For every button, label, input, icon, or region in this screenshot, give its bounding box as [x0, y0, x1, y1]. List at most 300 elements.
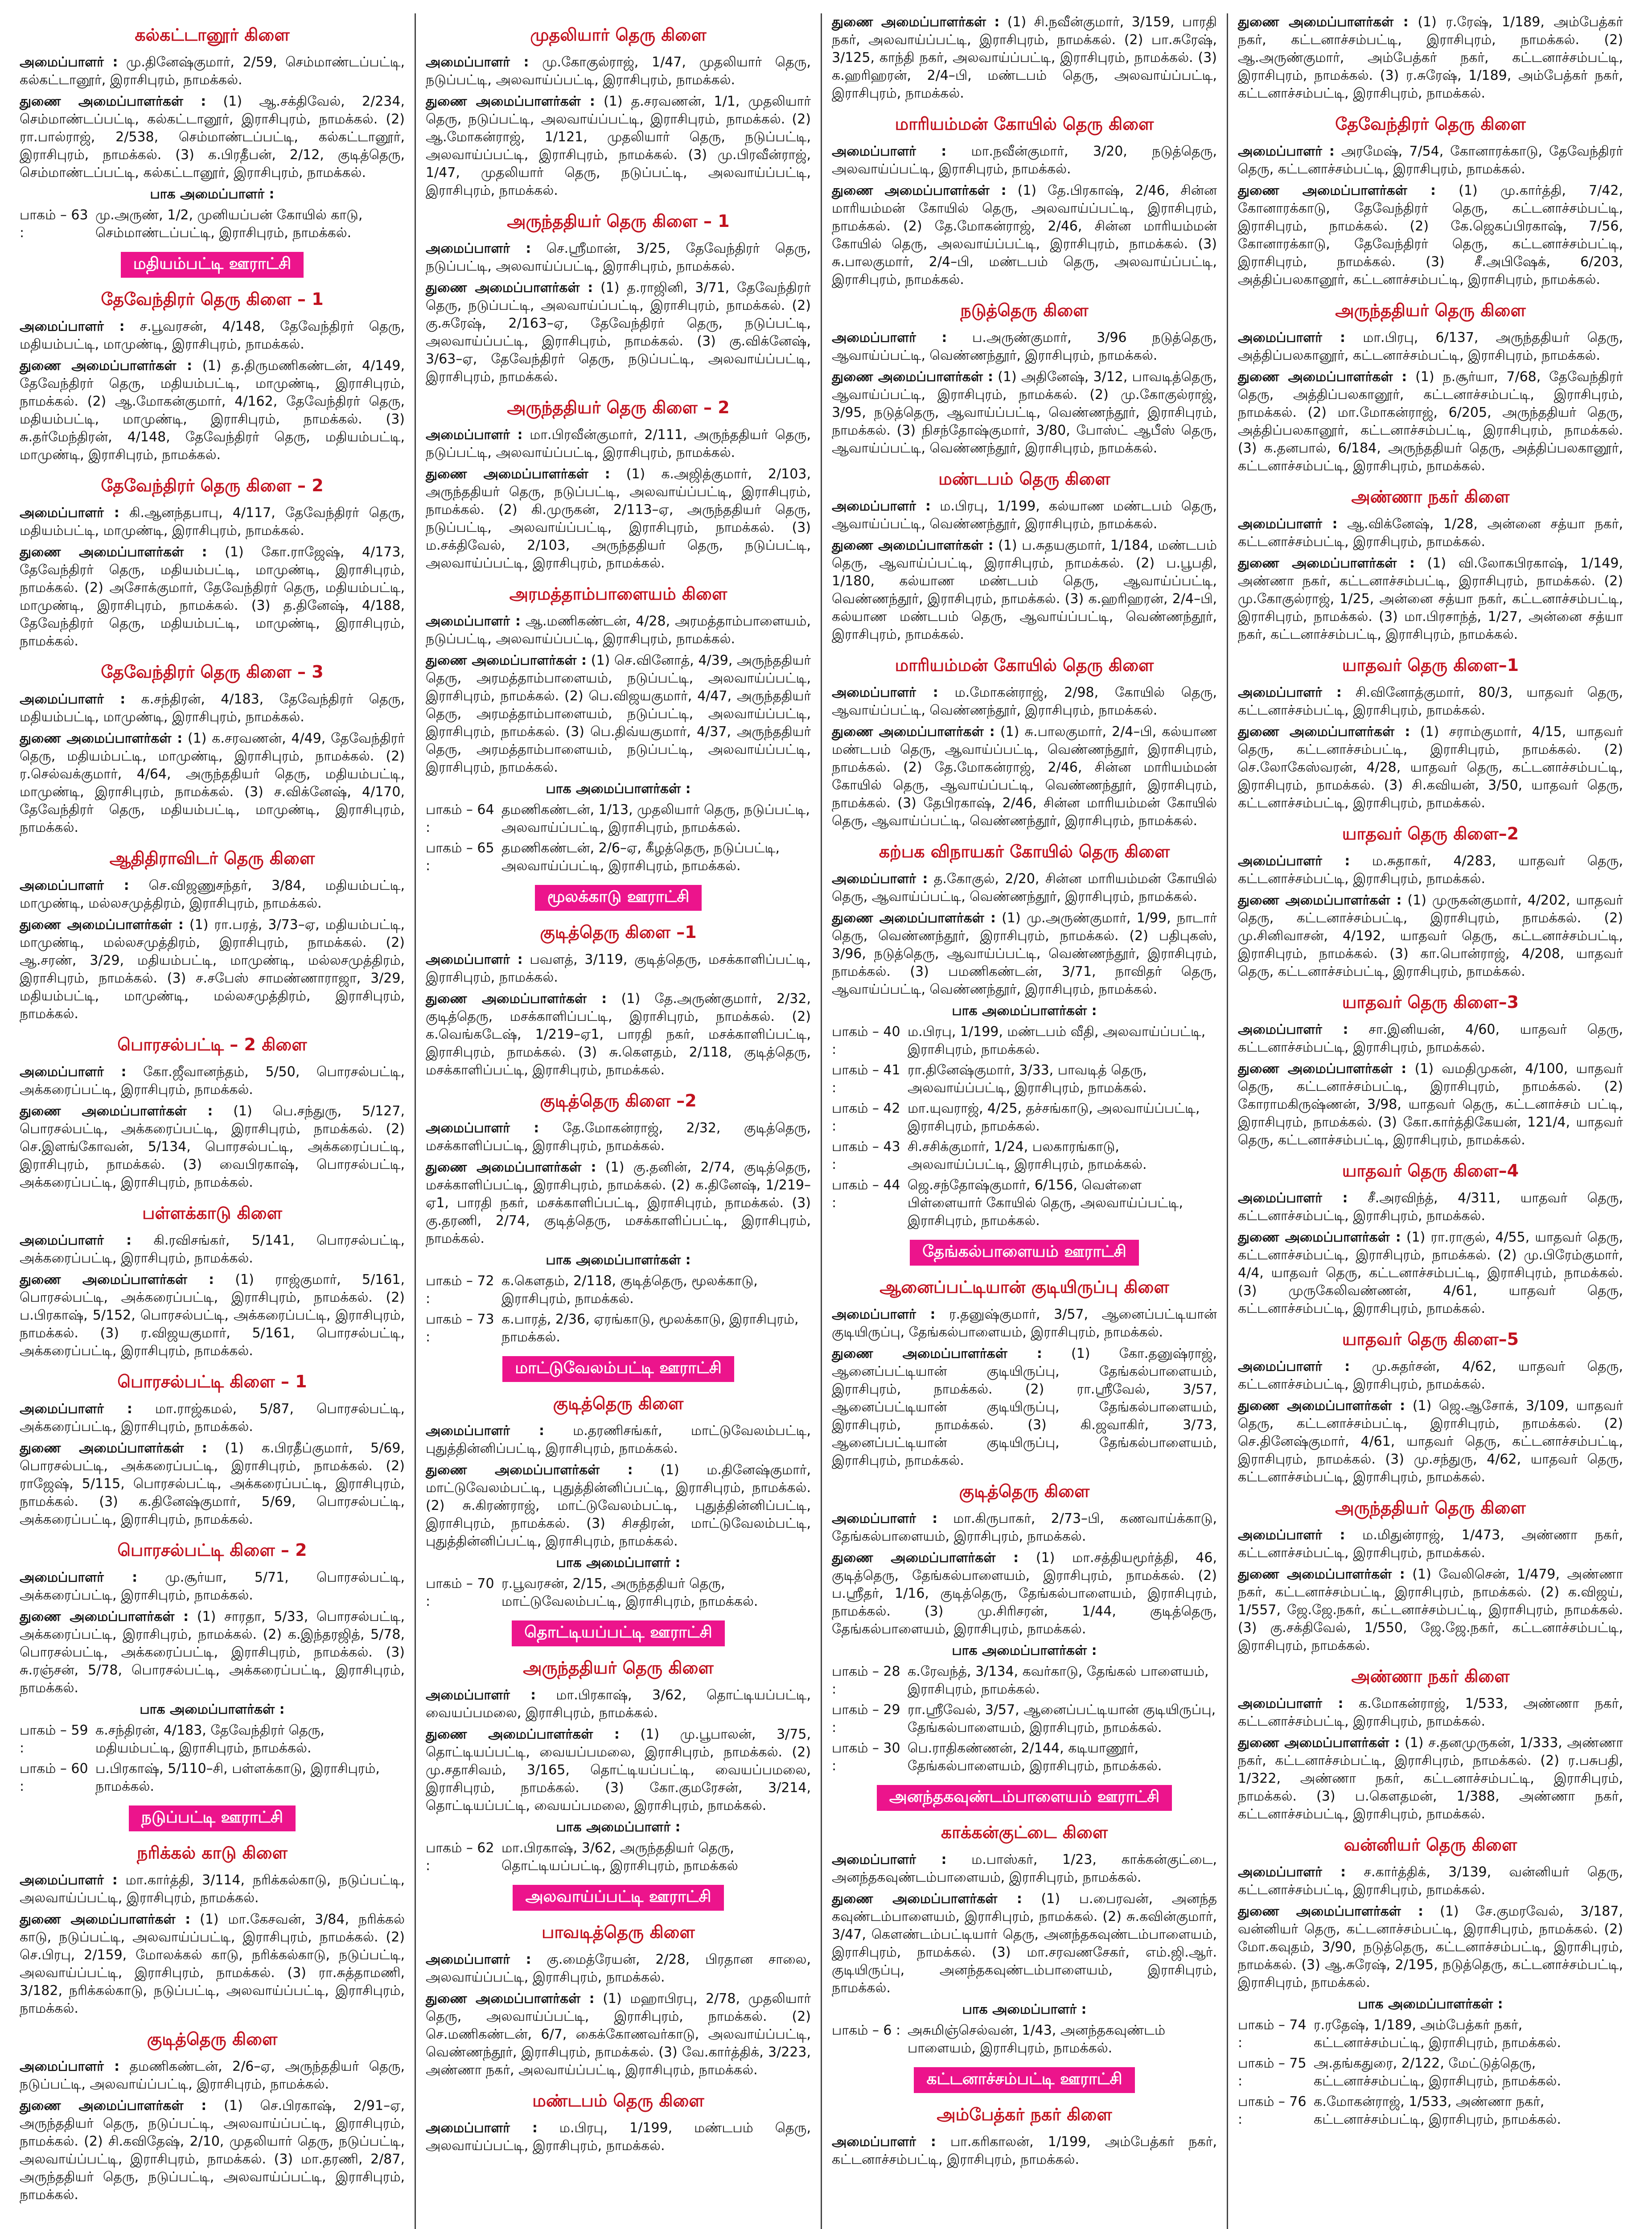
entry-text: (1) சே.குமரவேல், 3/187, வன்னியர் தெரு, கட்டனாச்சம்பட்டி, இராசிபுரம், நாமக்கல். (2) மோ.கவுதம், 3/90, நடுத்தெரு, கட்டனாச்சம்பட்டி, இராசிபுரம், நாமக்கல். (3) ஆ.சுரேஷ், 2/195, நடுத்தெரு, கட்டனாச்சம்பட்டி, இராசிபுரம், நாமக்கல். [1238, 1904, 1623, 1990]
member-entry [1238, 1229, 1623, 1318]
branch-heading: குடித்தெரு கிளை [553, 1394, 684, 1413]
role-label: அமைப்பாளர் : [426, 1120, 539, 1136]
entry-text: (1) சு.பாலகுமார், 2/4–பி, கல்யாண மண்டபம் தெரு, ஆவாய்ப்பட்டி, வெண்ணந்தூர், இராசிபுரம், நாமக்கல். (2) தே.மோகன்ராஜ், 2/46, சின்ன மாரியம்மன் கோயில் தெரு, ஆவாய்ப்பட்டி, வெண்ணந்தூர், இராசிபுரம், நாமக்கல். (3) தேபிரகாஷ், 2/46, சின்ன மாரியம்மன் கோயில் தெரு, ஆவாய்ப்பட்டி, வெண்ணந்தூர், இராசிபுரம், நாமக்கல். [832, 724, 1217, 829]
section-subheading: பாக அமைப்பாளர் : [556, 1819, 681, 1835]
entry-text: (1) கோ.தனுஷ்ராஜ், ஆனைப்பட்டியான் குடியிருப்பு, தேங்கல்பாளையம், இராசிபுரம், நாமக்கல். (2) ரா.ஸ்ரீவேல், 3/57, ஆனைப்பட்டியான் குடியிருப்பு, தேங்கல்பாளையம், இராசிபுரம், நாமக்கல். (3) கி.ஜவாகிர், 3/73, ஆனைப்பட்டியான் குடியிருப்பு, தேங்கல்பாளையம், இராசிபுரம், நாமக்கல். [832, 1346, 1217, 1468]
member-entry [832, 1549, 1217, 1638]
role-label: துணை அமைப்பாளர்கள் : [426, 280, 593, 296]
column-divider [415, 13, 416, 2229]
role-label: அமைப்பாளர் : [832, 871, 928, 887]
section-subheading: பாக அமைப்பாளர்கள் : [546, 1252, 691, 1268]
booth-row [426, 1575, 811, 1611]
entry-text: (1) பெ.சந்துரு, 5/127, பொரசல்பட்டி, அக்கரைப்பட்டி, இராசிபுரம், நாமக்கல். (2) செ.இளங்கோவன், 5/134, பொரசல்பட்டி, அக்கரைப்பட்டி, இராசிபுரம், நாமக்கல். (3) வைபிரகாஷ், பொரசல்பட்டி, அக்கரைப்பட்டி, இராசிபுரம், நாமக்கல். [20, 1103, 405, 1190]
entry-text: மா.பிரவீன்குமார், 2/111, அருந்ததியர் தெரு, நடுப்பட்டி, அலவாய்ப்பட்டி, இராசிபுரம், நாமக்கல். [426, 427, 811, 461]
section-subheading: பாக அமைப்பாளர் : [962, 2002, 1087, 2017]
branch-heading: பள்ளக்காடு கிளை [142, 1203, 282, 1223]
entry-text: ம.பாஸ்கர், 1/23, காக்கன்குட்டை, அனந்தகவுண்டம்பாளையம், இராசிபுரம், நாமக்கல். [832, 1852, 1217, 1885]
booth-row [426, 839, 811, 875]
branch-heading: மாரியம்மன் கோயில் தெரு கிளை [895, 114, 1154, 134]
role-label: அமைப்பாளர் : [832, 1852, 947, 1867]
member-entry [426, 1951, 811, 1986]
entry-text: (1) முருகன்குமார், 4/202, யாதவர் தெரு, கட்டனாச்சம்பட்டி, இராசிபுரம், நாமக்கல். (2) மு.சினிவாசன், 4/192, யாதவர் தெரு, கட்டனாச்சம்பட்டி, இராசிபுரம், நாமக்கல். (3) கா.பொன்ராஜ், 4/208, யாதவர் தெரு, கட்டனாச்சம்பட்டி, இராசிபுரம், நாமக்கல். [1238, 892, 1623, 979]
member-entry [1238, 1021, 1623, 1057]
role-label: துணை அமைப்பாளர்கள் : [1238, 1398, 1405, 1414]
booth-details: தமணிகண்டன், 2/6–ஏ, கீழத்தெரு, நடுப்பட்டி, அலவாய்ப்பட்டி, இராசிபுரம், நாமக்கல். [501, 840, 780, 874]
member-entry [426, 613, 811, 648]
member-entry [426, 279, 811, 386]
booth-number: பாகம் – 75 : [1238, 2056, 1307, 2089]
booth-row [20, 1722, 405, 1757]
member-entry [1238, 852, 1623, 888]
role-label: அமைப்பாளர் : [20, 1064, 127, 1080]
role-label: அமைப்பாளர் : [1238, 144, 1335, 159]
member-entry [20, 1569, 405, 1604]
booth-number: பாகம் – 41 : [832, 1062, 900, 1096]
branch-heading: பாவடித்தெரு கிளை [542, 1922, 695, 1942]
entry-text: செ.விஜணுசந்தர், 3/84, மதியம்பட்டி, மாமுண்டி, மல்லசமுத்திரம், இராசிபுரம், நாமக்கல். [20, 878, 405, 911]
entry-text: ர.தனுஷ்குமார், 3/57, ஆனைப்பட்டியான் குடியிருப்பு, தேங்கல்பாளையம், இராசிபுரம், நாமக்கல். [832, 1307, 1217, 1340]
branch-heading: அருந்ததியர் தெரு கிளை – 2 [507, 398, 730, 417]
role-label: அமைப்பாளர் : [426, 613, 521, 629]
role-label: அமைப்பாளர் : [832, 685, 938, 700]
entry-text: (1) அதினேஷ், 3/12, பாவடித்தெரு, ஆவாய்ப்பட்டி, இராசிபுரம், நாமக்கல். (2) மு.கோகுல்ராஜ், 3/95, நடுத்தெரு, ஆவாய்ப்பட்டி, வெண்ணந்தூர், இராசிபுரம், நாமக்கல். (3) நிசந்தோஷ்குமார், 3/80, போஸ்ட் ஆபீஸ் தெரு, ஆவாய்ப்பட்டி, வெண்ணந்தூர், இராசிபுரம், நாமக்கல். [832, 369, 1217, 456]
role-label: துணை அமைப்பாளர்கள் : [832, 724, 995, 740]
entry-text: பா.கரிகாலன், 1/199, அம்பேத்கர் நகர், கட்டனாச்சம்பட்டி, இராசிபுரம், நாமக்கல். [832, 2134, 1217, 2167]
member-entry [20, 1608, 405, 1697]
booth-row [832, 1176, 1217, 1230]
branch-heading: பொரசல்பட்டி கிளை – 2 [117, 1540, 307, 1560]
booth-details: மா.பிரகாஷ், 3/62, அருந்ததியர் தெரு, தொட்டியப்பட்டி, இராசிபுரம், நாமக்கல் [501, 1840, 738, 1874]
entry-text: ப.அருண்குமார், 3/96 நடுத்தெரு, ஆவாய்ப்பட்டி, வெண்ணந்தூர், இராசிபுரம், நாமக்கல். [832, 330, 1217, 363]
role-label: அமைப்பாளர் : [426, 1952, 531, 1967]
member-entry [20, 916, 405, 1023]
booth-number: பாகம் – 73 : [426, 1312, 494, 1345]
branch-heading: அண்ணா நகர் கிளை [1351, 1666, 1510, 1686]
member-entry [832, 1306, 1217, 1341]
branch-heading: மண்டபம் தெரு கிளை [532, 2091, 704, 2110]
branch-heading: யாதவர் தெரு கிளை–5 [1342, 1329, 1519, 1349]
entry-text: (1) ச.தனமுருகன், 1/333, அண்ணா நகர், கட்டனாச்சம்பட்டி, இராசிபுரம், நாமக்கல். (2) ர.பசுபதி, 1/322, அண்ணா நகர், கட்டனாச்சம்பட்டி, இராசிபுரம், நாமக்கல். (3) ப.கௌதமன், 1/388, அண்ணா நகர், கட்டனாச்சம்பட்டி, இராசிபுரம், நாமக்கல். [1238, 1735, 1623, 1822]
role-label: துணை அமைப்பாளர்கள் : [20, 1912, 191, 1927]
entry-text: (1) சாரதா, 5/33, பொரசல்பட்டி, அக்கரைப்பட்டி, இராசிபுரம், நாமக்கல். (2) க.இந்தரஜித், 5/78, பொரசல்பட்டி, அக்கரைப்பட்டி, இராசிபுரம், நாமக்கல். (3) சு.ரஞ்சன், 5/78, பொரசல்பட்டி, அக்கரைப்பட்டி, இராசிபுரம், நாமக்கல். [20, 1609, 405, 1696]
role-label: அமைப்பாளர் : [426, 2120, 538, 2136]
member-entry [1238, 684, 1623, 720]
booth-row [1238, 2093, 1623, 2129]
booth-number: பாகம் – 40 : [832, 1024, 900, 1057]
branch-heading: வன்னியர் தெரு கிளை [1344, 1835, 1517, 1855]
role-label: அமைப்பாளர் : [426, 427, 523, 443]
role-label: துணை அமைப்பாளர்கள் : [1238, 555, 1415, 571]
entry-text: (1) செ.பிரகாஷ், 2/91–ஏ, அருந்ததியர் தெரு, நடுப்பட்டி, அலவாய்ப்பட்டி, இராசிபுரம், நாமக்கல். (2) சி.கவிதேஷ், 2/10, முதலியார் தெரு, நடுப்பட்டி, அலவாய்ப்பட்டி, இராசிபுரம், நாமக்கல். (3) மா.தரணி, 2/87, அருந்ததியர் தெரு, நடுப்பட்டி, அலவாய்ப்பட்டி, இராசிபுரம், நாமக்கல். [20, 2098, 405, 2203]
booth-number: பாகம் – 30 : [832, 1740, 900, 1774]
member-entry [1238, 1060, 1623, 1149]
member-entry [832, 684, 1217, 720]
entry-text: (1) த.திருமணிகண்டன், 4/149, தேவேந்திரர் தெரு, மதியம்பட்டி, மாமுண்டி, இராசிபுரம், நாமக்கல். (2) ஆ.மோகன்குமார், 4/162, தேவேந்திரர் தெரு, மதியம்பட்டி, மாமுண்டி, இராசிபுரம், நாமக்கல். (3) சு.தர்மேந்திரன், 4/148, தேவேந்திரர் தெரு, மதியம்பட்டி, மாமுண்டி, இராசிபுரம், நாமக்கல். [20, 358, 405, 463]
member-entry [832, 329, 1217, 365]
member-entry [1238, 329, 1623, 365]
column-3 [824, 13, 1225, 2229]
role-label: துணை அமைப்பாளர்கள் : [426, 1160, 596, 1175]
role-label: துணை அமைப்பாளர்கள் : [832, 1891, 1022, 1907]
member-entry [1238, 1734, 1623, 1823]
role-label: அமைப்பாளர் : [426, 952, 523, 967]
member-entry [1238, 368, 1623, 475]
entry-text: (1) ரா.பரத், 3/73–ஏ, மதியம்பட்டி, மாமுண்டி, மல்லசமுத்திரம், இராசிபுரம், நாமக்கல். (2) ஆ.சரண், 3/29, மதியம்பட்டி, மாமுண்டி, மல்லசமுத்திரம், இராசிபுரம், நாமக்கல். (3) ச.சபேஸ் சாமண்ணாராஜா, 3/29, மதியம்பட்டி, மாமுண்டி, மல்லசமுத்திரம், இராசிபுரம், நாமக்கல். [20, 917, 405, 1022]
booth-number: பாகம் – 74 : [1238, 2017, 1307, 2051]
panchayat-banner: கட்டனாச்சம்பட்டி ஊராட்சி [914, 2067, 1134, 2093]
entry-text: (1) மஹாபிரபு, 2/78, முதலியார் தெரு, அலவாய்ப்பட்டி, இராசிபுரம், நாமக்கல். (2) செ.மணிகண்டன், 6/7, கைக்கோணவர்காடு, அலவாய்ப்பட்டி, வெண்ணந்தூர், இராசிபுரம், நாமக்கல். (3) வே.கார்த்திக், 3/223, அண்ணா நகர், அலவாய்ப்பட்டி, இராசிபுரம், நாமக்கல். [426, 1991, 811, 2078]
booth-row [1238, 2016, 1623, 2052]
role-label: துணை அமைப்பாளர்கள் : [20, 1272, 214, 1287]
member-entry [832, 2133, 1217, 2169]
role-label: துணை அமைப்பாளர்கள் : [426, 1991, 595, 2007]
role-label: துணை அமைப்பாளர்கள் : [1238, 369, 1407, 385]
entry-text: (1) க.அஜித்குமார், 2/103, அருந்ததியர் தெரு, நடுப்பட்டி, அலவாய்ப்பட்டி, இராசிபுரம், நாமக்கல். (2) கி.முருகன், 2/113–ஏ, அருந்ததியர் தெரு, நடுப்பட்டி, அலவாய்ப்பட்டி, இராசிபுரம், நாமக்கல். (3) ம.சக்திவேல், 2/103, அருந்ததியர் தெரு, நடுப்பட்டி, அலவாய்ப்பட்டி, இராசிபுரம், நாமக்கல். [426, 466, 811, 571]
booth-row [832, 1663, 1217, 1698]
role-label: அமைப்பாளர் : [832, 1511, 938, 1526]
booth-number: பாகம் – 6 : [832, 2023, 901, 2038]
entry-text: (1) வி.லோகபிரகாஷ், 1/149, அண்ணா நகர், கட்டனாச்சம்பட்டி, இராசிபுரம், நாமக்கல். (2) மு.கோகுல்ராஜ், 1/25, அன்னை சத்யா நகர், கட்டனாச்சம்பட்டி, இராசிபுரம், நாமக்கல். (3) மா.பிரசாந்த், 1/27, அன்னை சத்யா நகர், கட்டனாச்சம்பட்டி, இராசிபுரம், நாமக்கல். [1238, 555, 1623, 642]
member-entry [1238, 1863, 1623, 1899]
role-label: துணை அமைப்பாளர்கள் : [20, 544, 207, 560]
member-entry [832, 13, 1217, 103]
branch-heading: அருந்ததியர் தெரு கிளை [1335, 300, 1526, 320]
booth-row [832, 1701, 1217, 1737]
role-label: அமைப்பாளர் : [1238, 516, 1338, 532]
role-label: துணை அமைப்பாளர்கள் : [1238, 1061, 1407, 1077]
entry-text: ம.பிரபு, 1/199, கல்யாண மண்டபம் தெரு, ஆவாய்ப்பட்டி, வெண்ணந்தூர், இராசிபுரம், நாமக்கல். [832, 498, 1217, 532]
column-divider [1227, 13, 1228, 2229]
booth-row [832, 1061, 1217, 1097]
role-label: துணை அமைப்பாளர்கள் : [1238, 1230, 1401, 1245]
role-label: துணை அமைப்பாளர்கள் : [1238, 183, 1436, 198]
member-entry [20, 1271, 405, 1360]
role-label: அமைப்பாளர் : [832, 330, 947, 345]
column-2 [418, 13, 819, 2229]
member-entry [426, 53, 811, 89]
member-entry [426, 1686, 811, 1722]
member-entry [426, 652, 811, 777]
role-label: அமைப்பாளர் : [20, 319, 125, 334]
entry-text: அரமேஷ், 7/54, கோனாரக்காடு, தேவேந்திரர் தெரு, கட்டனாச்சம்பட்டி, இராசிபுரம், நாமக்கல். [1238, 144, 1623, 177]
section-subheading: பாக அமைப்பாளர்கள் : [140, 1702, 285, 1717]
section-subheading: பாக அமைப்பாளர்கள் : [1358, 1996, 1503, 2012]
role-label: அமைப்பாளர் : [426, 241, 531, 256]
entry-text: (1) மு.கார்த்தி, 7/42, கோனாரக்காடு, தேவேந்திரர் தெரு, கட்டனாச்சம்பட்டி, இராசிபுரம், நாமக்கல். (2) கே.ஜெகப்பிரகாஷ், 7/56, கோனாரக்காடு, தேவேந்திரர் தெரு, கட்டனாச்சம்பட்டி, இராசிபுரம், நாமக்கல். (3) சீ.அபிஷேக், 6/203, அத்திப்பலகானூர், கட்டனாச்சம்பட்டி, இராசிபுரம், நாமக்கல். [1238, 183, 1623, 288]
member-entry [832, 143, 1217, 178]
booth-details: ஜெ.சந்தோஷ்குமார், 6/156, வெள்ளை பிள்ளையார் கோயில் தெரு, அலவாய்ப்பட்டி, இராசிபுரம், நாமக்கல். [908, 1177, 1183, 1229]
member-entry [20, 93, 405, 182]
booth-number: பாகம் – 43 : [832, 1139, 900, 1172]
branch-heading: நரிக்கல் காடு கிளை [137, 1843, 288, 1863]
section-subheading: பாக அமைப்பாளர் : [150, 186, 275, 202]
role-label: அமைப்பாளர் : [20, 2059, 120, 2074]
member-entry [426, 1159, 811, 1248]
booth-details: அசுமிஞ்செல்வன், 1/43, அனந்தகவுண்டம் பாளையம், இராசிபுரம், நாமக்கல். [908, 2023, 1166, 2056]
member-entry [20, 318, 405, 354]
role-label: துணை அமைப்பாளர்கள் : [832, 1346, 1042, 1361]
entry-text: (1) தே.அருண்குமார், 2/32, குடித்தெரு, மசக்காளிப்பட்டி, இராசிபுரம், நாமக்கல். (2) க.வெங்கடேஷ், 1/219–ஏ1, பாரதி நகர், மசக்காளிப்பட்டி, இராசிபுரம், நாமக்கல். (3) சு.கௌதம், 2/118, குடித்தெரு, மசக்காளிப்பட்டி, இராசிபுரம், நாமக்கல். [426, 991, 811, 1078]
entry-text: ம.மிதுன்ராஜ், 1/473, அண்ணா நகர், கட்டனாச்சம்பட்டி, இராசிபுரம், நாமக்கல். [1238, 1527, 1623, 1561]
role-label: துணை அமைப்பாளர்கள் : [20, 1609, 189, 1624]
entry-text: ம.சுதாகர், 4/283, யாதவர் தெரு, கட்டனாச்சம்பட்டி, இராசிபுரம், நாமக்கல். [1238, 853, 1623, 887]
booth-row [832, 1023, 1217, 1059]
entry-text: (1) த.ராஜினி, 3/71, தேவேந்திரர் தெரு, நடுப்பட்டி, அலவாய்ப்பட்டி, இராசிபுரம், நாமக்கல். (2) கு.சுரேஷ், 2/163–ஏ, தேவேந்திரர் தெரு, நடுப்பட்டி, அலவாய்ப்பட்டி, இராசிபுரம், நாமக்கல். (3) கு.விக்னேஷ், 3/63–ஏ, தேவேந்திரர் தெரு, நடுப்பட்டி, அலவாய்ப்பட்டி, இராசிபுரம், நாமக்கல். [426, 280, 811, 385]
branch-heading: பொரசல்பட்டி கிளை – 1 [117, 1372, 307, 1391]
booth-details: ம.பிரபு, 1/199, மண்டபம் வீதி, அலவாய்ப்பட்டி, இராசிபுரம், நாமக்கல். [908, 1024, 1206, 1057]
role-label: துணை அமைப்பாளர்கள் : [832, 183, 1007, 198]
booth-details: தமணிகண்டன், 1/13, முதலியார் தெரு, நடுப்பட்டி, அலவாய்ப்பட்டி, இராசிபுரம், நாமக்கல். [501, 802, 810, 835]
role-label: அமைப்பாளர் : [1238, 330, 1346, 345]
branch-heading: குடித்தெரு கிளை –1 [540, 922, 697, 942]
booth-number: பாகம் – 29 : [832, 1702, 900, 1735]
role-label: துணை அமைப்பாளர்கள் : [832, 369, 993, 385]
booth-row [426, 1311, 811, 1346]
role-label: அமைப்பாளர் : [832, 498, 931, 514]
entry-text: (1) வேலிசென், 1/479, அண்ணா நகர், கட்டனாச்சம்பட்டி, இராசிபுரம், நாமக்கல். (2) க.விஜய், 1/557, ஜே.ஜே.நகர், கட்டனாச்சம்பட்டி, இராசிபுரம், நாமக்கல். (3) கு.சக்திவேல், 1/550, ஜே.ஜே.நகர், கட்டனாச்சம்பட்டி, இராசிபுரம், நாமக்கல். [1238, 1567, 1623, 1653]
entry-text: மு.சூர்யா, 5/71, பொரசல்பட்டி, அக்கரைப்பட்டி, இராசிபுரம், நாமக்கல். [20, 1570, 405, 1603]
booth-row [832, 2022, 1217, 2057]
entry-text: ம.பிரபு, 1/199, மண்டபம் தெரு, அலவாய்ப்பட்டி, இராசிபுரம், நாமக்கல். [426, 2120, 811, 2154]
booth-number: பாகம் – 63 : [20, 207, 88, 241]
role-label: துணை அமைப்பாளர்கள் : [426, 94, 595, 109]
branch-heading: தேவேந்திரர் தெரு கிளை [1335, 114, 1526, 134]
member-entry [1238, 515, 1623, 551]
member-entry [20, 1232, 405, 1267]
member-entry [20, 1400, 405, 1436]
role-label: அமைப்பாளர் : [1238, 1696, 1344, 1711]
entry-text: (1) கோ.ராஜேஷ், 4/173, தேவேந்திரர் தெரு, மதியம்பட்டி, மாமுண்டி, இராசிபுரம், நாமக்கல். (2) அசோக்குமார், தேவேந்திரர் தெரு, மதியம்பட்டி, மாமுண்டி, இராசிபுரம், நாமக்கல். (3) த.தினேஷ், 4/188, தேவேந்திரர் தெரு, மதியம்பட்டி, மாமுண்டி, இராசிபுரம், நாமக்கல். [20, 544, 405, 649]
entry-text: பவளத், 3/119, குடித்தெரு, மசக்காளிப்பட்டி, இராசிபுரம், நாமக்கல். [426, 952, 811, 985]
member-entry [426, 951, 811, 987]
entry-text: (1) மா.சத்தியமூர்த்தி, 46, குடித்தெரு, தேங்கல்பாளையம், இராசிபுரம், நாமக்கல். (2) ப.ஸ்ரீதர், 1/16, குடித்தெரு, தேங்கல்பாளையம், இராசிபுரம், நாமக்கல். (3) மு.சிரிசரன், 1/44, குடித்தெரு, தேங்கல்பாளையம், இராசிபுரம், நாமக்கல். [832, 1550, 1217, 1637]
booth-details: சி.சசிக்குமார், 1/24, பலகாரங்காடு, அலவாய்ப்பட்டி, இராசிபுரம், நாமக்கல். [908, 1139, 1147, 1172]
branch-heading: மாரியம்மன் கோயில் தெரு கிளை [895, 655, 1154, 675]
entry-text: மா.கார்த்தி, 3/114, நரிக்கல்காடு, நடுப்பட்டி, அலவாய்ப்பட்டி, இராசிபுரம், நாமக்கல். [20, 1872, 405, 1906]
booth-details: க.ரேவந்த், 3/134, கவர்காடு, தேங்கல் பாளையம், இராசிபுரம், நாமக்கல். [908, 1664, 1209, 1697]
member-entry [426, 2119, 811, 2155]
member-entry [20, 1871, 405, 1907]
member-entry [20, 1063, 405, 1099]
entry-text: (1) ர.ரேஷ், 1/189, அம்பேத்கர் நகர், கட்டனாச்சம்பட்டி, இராசிபுரம், நாமக்கல். (2) ஆ.அருண்குமார், அம்பேத்கர் நகர், கட்டனாச்சம்பட்டி, இராசிபுரம், நாமக்கல். (3) ர.சுரேஷ், 1/189, அம்பேத்கர் நகர், கட்டனாச்சம்பட்டி, இராசிபுரம், நாமக்கல். [1238, 14, 1623, 101]
role-label: துணை அமைப்பாளர்கள் : [1238, 724, 1410, 740]
role-label: அமைப்பாளர் : [20, 54, 118, 70]
booth-row [426, 1272, 811, 1308]
booth-number: பாகம் – 72 : [426, 1273, 494, 1307]
branch-heading: தேவேந்திரர் தெரு கிளை – 1 [101, 289, 324, 309]
branch-heading: அண்ணா நகர் கிளை [1351, 487, 1510, 506]
role-label: அமைப்பாளர் : [1238, 685, 1342, 700]
role-label: அமைப்பாளர் : [1238, 1527, 1345, 1543]
member-entry [832, 368, 1217, 457]
entry-text: (1) சராம்குமார், 4/15, யாதவர் தெரு, கட்டனாச்சம்பட்டி, இராசிபுரம், நாமக்கல். (2) செ.லோகேஸ்வரன், 4/28, யாதவர் தெரு, கட்டனாச்சம்பட்டி, இராசிபுரம், நாமக்கல். (3) சி.கவியன், 3/50, யாதவர் தெரு, கட்டனாச்சம்பட்டி, இராசிபுரம், நாமக்கல். [1238, 724, 1623, 811]
booth-number: பாகம் – 59 : [20, 1723, 88, 1756]
member-entry [832, 498, 1217, 533]
entry-text: மா.நவீன்குமார், 3/20, நடுத்தெரு, அலவாய்ப்பட்டி, இராசிபுரம், நாமக்கல். [832, 144, 1217, 177]
panchayat-banner: அனந்தகவுண்டம்பாளையம் ஊராட்சி [877, 1785, 1172, 1811]
member-entry [20, 1911, 405, 2018]
branch-heading: காக்கன்குட்டை கிளை [941, 1822, 1108, 1842]
booth-row [1238, 2055, 1623, 2090]
entry-text: சி.வினோத்குமார், 80/3, யாதவர் தெரு, கட்டனாச்சம்பட்டி, இராசிபுரம், நாமக்கல். [1238, 685, 1623, 718]
role-label: துணை அமைப்பாளர்கள் : [20, 358, 193, 374]
member-entry [426, 1990, 811, 2079]
booth-details: ரா.தினேஷ்குமார், 3/33, பாவடித் தெரு, அலவாய்ப்பட்டி, இராசிபுரம், நாமக்கல். [908, 1062, 1147, 1096]
member-entry [1238, 1903, 1623, 1992]
branch-heading: யாதவர் தெரு கிளை–4 [1342, 1161, 1519, 1180]
entry-text: (1) ஜெ.ஆசோக், 3/109, யாதவர் தெரு, கட்டனாச்சம்பட்டி, இராசிபுரம், நாமக்கல். (2) செ.தினேஷ்குமார், 4/61, யாதவர் தெரு, கட்டனாச்சம்பட்டி, இராசிபுரம், நாமக்கல். (3) மு.சந்துரு, 4/62, யாதவர் தெரு, கட்டனாச்சம்பட்டி, இராசிபுரம், நாமக்கல். [1238, 1398, 1623, 1485]
booth-details: மு.அருண், 1/2, முனியப்பன் கோயில் காடு, செம்மாண்டப்பட்டி, இராசிபுரம், நாமக்கல். [95, 207, 363, 241]
booth-details: க.சந்திரன், 4/183, தேவேந்திரர் தெரு, மதியம்பட்டி, இராசிபுரம், நாமக்கல். [95, 1723, 325, 1756]
role-label: அமைப்பாளர் : [832, 2134, 936, 2150]
role-label: துணை அமைப்பாளர்கள் : [20, 1440, 207, 1456]
member-entry [20, 357, 405, 464]
member-entry [20, 2097, 405, 2204]
entry-text: (1) மா.கேசவன், 3/84, நரிக்கல் காடு, நடுப்பட்டி, அலவாய்ப்பட்டி, இராசிபுரம், நாமக்கல். (2) செ.பிரபு, 2/159, மோலக்கல் காடு, நரிக்கல்காடு, நடுப்பட்டி, அலவாய்ப்பட்டி, இராசிபுரம், நாமக்கல். (3) ரா.சுத்தாமணி, 3/182, நரிக்கல்காடு, நடுப்பட்டி, அலவாய்ப்பட்டி, இராசிபுரம், நாமக்கல். [20, 1912, 405, 2016]
column-divider [821, 13, 822, 2229]
member-entry [832, 1510, 1217, 1546]
member-entry [20, 53, 405, 89]
entry-text: த.கோகுல், 2/20, சின்ன மாரியம்மன் கோயில் தெரு, ஆவாய்ப்பட்டி, வெண்ணந்தூர், இராசிபுரம், நாமக்கல். [832, 871, 1217, 905]
member-entry [1238, 182, 1623, 289]
role-label: துணை அமைப்பாளர்கள் : [832, 14, 1000, 30]
role-label: அமைப்பாளர் : [20, 505, 119, 521]
role-label: துணை அமைப்பாளர்கள் : [1238, 1735, 1400, 1751]
booth-number: பாகம் – 28 : [832, 1664, 900, 1697]
member-entry [426, 93, 811, 200]
member-entry [20, 504, 405, 540]
entry-text: (1) ந.சூர்யா, 7/68, தேவேந்திரர் தெரு, அத்திப்பலகானூர், கட்டனாச்சம்பட்டி, இராசிபுரம், நாமக்கல். (2) மா.மோகன்ராஜ், 6/205, அருந்ததியர் தெரு, அத்திப்பலகானூர், கட்டனாச்சம்பட்டி, இராசிபுரம், நாமக்கல். (3) க.தனபால், 6/184, அருந்ததியர் தெரு, அத்திப்பலகானூர், கட்டனாச்சம்பட்டி, இராசிபுரம், நாமக்கல். [1238, 369, 1623, 474]
entry-text: கி.ரவிசங்கர், 5/141, பொரசல்பட்டி, அக்கரைப்பட்டி, இராசிபுரம், நாமக்கல். [20, 1233, 405, 1266]
member-entry [20, 543, 405, 650]
role-label: துணை அமைப்பாளர்கள் : [1238, 892, 1402, 908]
booth-number: பாகம் – 44 : [832, 1177, 900, 1211]
booth-number: பாகம் – 42 : [832, 1101, 900, 1134]
branch-heading: கற்பக விநாயகர் கோயில் தெரு கிளை [879, 842, 1170, 861]
entry-text: க.சந்திரன், 4/183, தேவேந்திரர் தெரு, மதியம்பட்டி, மாமுண்டி, இராசிபுரம், நாமக்கல். [20, 691, 405, 725]
entry-text: (1) ராஜ்குமார், 5/161, பொரசல்பட்டி, அக்கரைப்பட்டி, இராசிபுரம், நாமக்கல். (2) ப.பிரகாஷ், 5/152, பொரசல்பட்டி, அக்கரைப்பட்டி, இராசிபுரம், நாமக்கல். (3) ர.விஜயகுமார், 5/161, பொரசல்பட்டி, அக்கரைப்பட்டி, இராசிபுரம், நாமக்கல். [20, 1272, 405, 1359]
member-entry [1238, 1695, 1623, 1731]
branch-heading: நடுத்தெரு கிளை [960, 300, 1089, 320]
branch-heading: அரமத்தாம்பாளையம் கிளை [509, 584, 727, 604]
booth-row [832, 1138, 1217, 1174]
branch-heading: அருந்ததியர் தெரு கிளை [1335, 1498, 1526, 1518]
entry-text: (1) ம.தினேஷ்குமார், மாட்டுவேலம்பட்டி, புதுத்தின்னிப்பட்டி, இராசிபுரம், நாமக்கல். (2) சு.கிரண்ராஜ், மாட்டுவேலம்பட்டி, புதுத்தின்னிப்பட்டி, இராசிபுரம், நாமக்கல். (3) சிசதிரன், மாட்டுவேலம்பட்டி, புதுத்தின்னிப்பட்டி, இராசிபுரம், நாமக்கல். [426, 1462, 811, 1549]
branch-heading: அம்பேத்கர் நகர் கிளை [937, 2105, 1112, 2124]
section-subheading: பாக அமைப்பாளர்கள் : [546, 781, 691, 797]
booth-details: க.பாரத், 2/36, ஏரங்காடு, மூலக்காடு, இராசிபுரம், நாமக்கல். [501, 1312, 799, 1345]
member-entry [426, 990, 811, 1079]
entry-text: ம.தரணிசங்கர், மாட்டுவேலம்பட்டி, புதுத்தின்னிப்பட்டி, இராசிபுரம், நாமக்கல். [426, 1423, 811, 1456]
role-label: அமைப்பாளர் : [426, 54, 529, 70]
branch-heading: குடித்தெரு கிளை [959, 1481, 1090, 1501]
member-entry [1238, 1526, 1623, 1562]
entry-text: (1) தே.பிரகாஷ், 2/46, சின்ன மாரியம்மன் கோயில் தெரு, அலவாய்ப்பட்டி, இராசிபுரம், நாமக்கல். (2) தே.மோகன்ராஜ், 2/46, சின்ன மாரியம்மன் கோயில் தெரு, அலவாய்ப்பட்டி, இராசிபுரம், நாமக்கல். (3) சு.பாலகுமார், 2/4–பி, மண்டபம் தெரு, அலவாய்ப்பட்டி, இராசிபுரம், நாமக்கல். [832, 183, 1217, 288]
entry-text: கி.ஆனந்தபாபு, 4/117, தேவேந்திரர் தெரு, மதியம்பட்டி, மாமுண்டி, இராசிபுரம், நாமக்கல். [20, 505, 405, 539]
entry-text: சீ.அரவிந்த், 4/311, யாதவர் தெரு, கட்டனாச்சம்பட்டி, இராசிபுரம், நாமக்கல். [1238, 1190, 1623, 1224]
entry-text: (1) ப.சுதயகுமார், 1/184, மண்டபம் தெரு, ஆவாய்ப்பட்டி, இராசிபுரம், நாமக்கல். (2) ப.பூபதி, 1/180, கல்யாண மண்டபம் தெரு, ஆவாய்ப்பட்டி, வெண்ணந்தூர், இராசிபுரம், நாமக்கல். (3) க.ஹரிஹரன், 2/4–பி, கல்யாண மண்டபம் தெரு, ஆவாய்ப்பட்டி, வெண்ணந்தூர், இராசிபுரம், நாமக்கல். [832, 538, 1217, 642]
branch-heading: யாதவர் தெரு கிளை–3 [1342, 992, 1519, 1012]
member-entry [1238, 555, 1623, 644]
booth-number: பாகம் – 62 : [426, 1840, 494, 1874]
entry-text: (1) மு.பூபாலன், 3/75, தொட்டியப்பட்டி, வையப்பமலை, இராசிபுரம், நாமக்கல். (2) மு.சதாசிவம், 3/165, தொட்டியப்பட்டி, வையப்பமலை, இராசிபுரம், நாமக்கல். (3) கோ.குமரேசன், 3/214, தொட்டியப்பட்டி, வையப்பமலை, இராசிபுரம், நாமக்கல். [426, 1727, 811, 1814]
member-entry [426, 1726, 811, 1815]
role-label: துணை அமைப்பாளர்கள் : [20, 731, 183, 746]
member-entry [20, 1102, 405, 1192]
booth-row [20, 1760, 405, 1796]
entry-text: கோ.ஜீவானந்தம், 5/50, பொரசல்பட்டி, அக்கரைப்பட்டி, இராசிபுரம், நாமக்கல். [20, 1064, 405, 1098]
branch-heading: அருந்ததியர் தெரு கிளை [523, 1658, 714, 1678]
entry-text: செ.ஸ்ரீமான், 3/25, தேவேந்திரர் தெரு, நடுப்பட்டி, அலவாய்ப்பட்டி, இராசிபுரம், நாமக்கல். [426, 241, 811, 274]
panchayat-banner: மாட்டுவேலம்பட்டி ஊராட்சி [502, 1356, 734, 1382]
member-entry [426, 465, 811, 572]
section-subheading: பாக அமைப்பாளர் : [556, 1555, 681, 1571]
role-label: அமைப்பாளர் : [20, 1872, 118, 1888]
role-label: துணை அமைப்பாளர்கள் : [1238, 14, 1409, 30]
entry-text: மு.கோகுல்ராஜ், 1/47, முதலியார் தெரு, நடுப்பட்டி, அலவாய்ப்பட்டி, இராசிபுரம், நாமக்கல். [426, 54, 811, 88]
role-label: அமைப்பாளர் : [20, 1233, 132, 1248]
member-entry [20, 691, 405, 726]
booth-number: பாகம் – 70 : [426, 1576, 494, 1609]
role-label: துணை அமைப்பாளர்கள் : [832, 910, 996, 926]
entry-text: (1) சி.நவீன்குமார், 3/159, பாரதி நகர், அலவாய்ப்பட்டி, இராசிபுரம், நாமக்கல். (2) பா.சுரேஷ், 3/125, காந்தி நகர், அலவாய்ப்பட்டி, இராசிபுரம், நாமக்கல். (3) க.ஹரிஹரன், 2/4–பி, மண்டபம் தெரு, அலவாய்ப்பட்டி, இராசிபுரம், நாமக்கல். [832, 14, 1217, 101]
member-entry [1238, 1358, 1623, 1394]
entry-text: ச.கார்த்திக், 3/139, வன்னியர் தெரு, கட்டனாச்சம்பட்டி, இராசிபுரம், நாமக்கல். [1238, 1864, 1623, 1898]
member-entry [832, 909, 1217, 999]
entry-text: ஆ.விக்னேஷ், 1/28, அன்னை சத்யா நகர், கட்டனாச்சம்பட்டி, இராசிபுரம், நாமக்கல். [1238, 516, 1623, 550]
booth-details: ர.பூவரசன், 2/15, அருந்ததியர் தெரு, மாட்டுவேலம்பட்டி, இராசிபுரம், நாமக்கல். [501, 1576, 758, 1609]
role-label: அமைப்பாளர் : [832, 1307, 936, 1322]
entry-text: (1) செ.வினோத், 4/39, அருந்ததியர் தெரு, அரமத்தாம்பாளையம், நடுப்பட்டி, அலவாய்ப்பட்டி, இராசிபுரம், நாமக்கல். (2) பெ.விஜயகுமார், 4/47, அருந்ததியர் தெரு, அரமத்தாம்பாளையம், நடுப்பட்டி, அலவாய்ப்பட்டி, இராசிபுரம், நாமக்கல். (3) பெ.திவ்யகுமார், 4/37, அருந்ததியர் தெரு, அரமத்தாம்பாளையம், நடுப்பட்டி, அலவாய்ப்பட்டி, இராசிபுரம், நாமக்கல். [426, 653, 811, 775]
entry-text: (1) மு.அருண்குமார், 1/99, நாடார் தெரு, வெண்ணந்தூர், இராசிபுரம், நாமக்கல். (2) பதிபுகஸ், 3/96, நடுத்தெரு, ஆவாய்ப்பட்டி, வெண்ணந்தூர், இராசிபுரம், நாமக்கல். (3) பமணிகண்டன், 3/71, நாவிதர் தெரு, ஆவாய்ப்பட்டி, வெண்ணந்தூர், இராசிபுரம், நாமக்கல். [832, 910, 1217, 997]
entry-text: சா.இனியன், 4/60, யாதவர் தெரு, கட்டனாச்சம்பட்டி, இராசிபுரம், நாமக்கல். [1238, 1022, 1623, 1055]
role-label: துணை அமைப்பாளர்கள் : [426, 653, 587, 668]
member-entry [1238, 892, 1623, 981]
member-entry [20, 730, 405, 837]
column-4 [1230, 13, 1631, 2229]
entry-text: ச.பூவரசன், 4/148, தேவேந்திரர் தெரு, மதியம்பட்டி, மாமுண்டி, இராசிபுரம், நாமக்கல். [20, 319, 405, 352]
role-label: அமைப்பாளர் : [20, 1401, 132, 1417]
role-label: அமைப்பாளர் : [1238, 1190, 1348, 1206]
branch-heading: பொரசல்பட்டி – 2 கிளை [117, 1035, 307, 1054]
member-entry [832, 1851, 1217, 1887]
role-label: துணை அமைப்பாளர்கள் : [832, 1550, 1019, 1566]
column-1 [12, 13, 413, 2229]
member-entry [832, 182, 1217, 289]
booth-details: அ.தங்கதுரை, 2/122, மேட்டுத்தெரு, கட்டனாச்சம்பட்டி, இராசிபுரம், நாமக்கல். [1314, 2056, 1561, 2089]
role-label: அமைப்பாளர் : [20, 691, 126, 707]
member-entry [426, 1422, 811, 1458]
entry-text: கு.மைத்ரேயன், 2/28, பிரதான சாலை, அலவாய்ப்பட்டி, இராசிபுரம், நாமக்கல். [426, 1952, 811, 1985]
booth-details: ர.ரதேஷ், 1/189, அம்பேத்கர் நகர், கட்டனாச்சம்பட்டி, இராசிபுரம், நாமக்கல். [1314, 2017, 1561, 2051]
entry-text: மு.தினேஷ்குமார், 2/59, செம்மாண்டப்பட்டி, கல்கட்டானூர், இராசிபுரம், நாமக்கல். [20, 54, 405, 88]
member-entry [832, 537, 1217, 644]
role-label: துணை அமைப்பாளர்கள் : [20, 1103, 213, 1119]
branch-heading: தேவேந்திரர் தெரு கிளை – 2 [101, 476, 324, 495]
panchayat-banner: அலவாய்ப்பட்டி ஊராட்சி [513, 1885, 723, 1911]
branch-heading: யாதவர் தெரு கிளை–1 [1342, 655, 1519, 675]
panchayat-banner: தேங்கல்பாளையம் ஊராட்சி [910, 1240, 1139, 1266]
booth-details: க.கௌதம், 2/118, குடித்தெரு, மூலக்காடு, இராசிபுரம், நாமக்கல். [501, 1273, 758, 1307]
branch-heading: கல்கட்டானூர் கிளை [135, 25, 290, 45]
entry-text: மா.கிருபாகர், 2/73–பி, கணவாய்க்காடு, தேங்கல்பாளையம், இராசிபுரம், நாமக்கல். [832, 1511, 1217, 1544]
entry-text: மா.ராஜ்கமல், 5/87, பொரசல்பட்டி, அக்கரைப்பட்டி, இராசிபுரம், நாமக்கல். [20, 1401, 405, 1435]
entry-text: (1) ப.பைரவன், அனந்த கவுண்டம்பாளையம், இராசிபுரம், நாமக்கல். (2) சு.கவின்குமார், 3/47, கௌண்டம்பட்டியார் தெரு, அனந்தகவுண்டம்பாளையம், இராசிபுரம், நாமக்கல். (3) மா.சரவணசேகர், எம்.ஜி.ஆர். குடியிருப்பு, அனந்தகவுண்டம்பாளையம், இராசிபுரம், நாமக்கல். [832, 1891, 1217, 1996]
entry-text: (1) க.சரவணன், 4/49, தேவேந்திரர் தெரு, மதியம்பட்டி, மாமுண்டி, இராசிபுரம், நாமக்கல். (2) ர.செல்வக்குமார், 4/64, அருந்ததியர் தெரு, மதியம்பட்டி, மாமுண்டி, இராசிபுரம், நாமக்கல். (3) ச.விக்னேஷ், 4/170, தேவேந்திரர் தெரு, மதியம்பட்டி, மாமுண்டி, இராசிபுரம், நாமக்கல். [20, 731, 405, 835]
booth-row [832, 1740, 1217, 1775]
role-label: துணை அமைப்பாளர்கள் : [20, 917, 184, 933]
entry-text: ம.மோகன்ராஜ், 2/98, கோயில் தெரு, ஆவாய்ப்பட்டி, வெண்ணந்தூர், இராசிபுரம், நாமக்கல். [832, 685, 1217, 718]
